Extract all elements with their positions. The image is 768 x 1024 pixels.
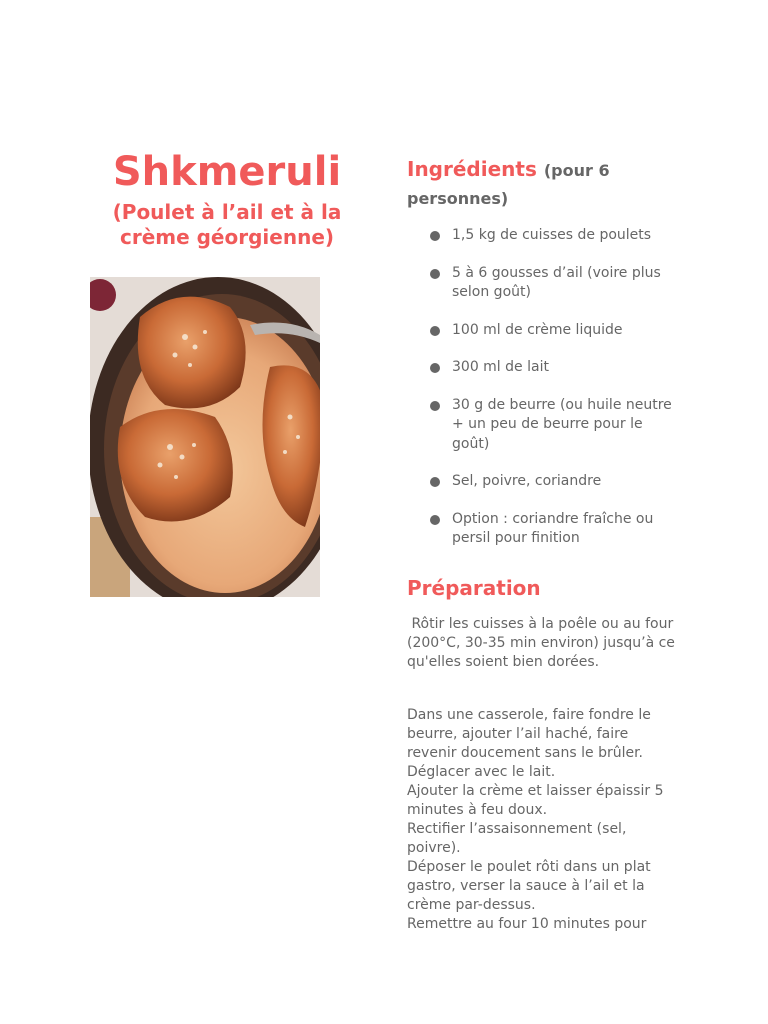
ingredient-text: Option : coriandre fraîche ou persil pour finition [452, 510, 654, 546]
ingredient-item [407, 358, 682, 378]
recipe-subtitle: (Poulet à l’ail et à la crème géorgienne) [112, 200, 342, 249]
bullet-icon [430, 401, 440, 411]
ingredient-item [407, 510, 682, 549]
bullet-icon [430, 363, 440, 373]
bullet-icon [430, 515, 440, 525]
bullet-icon [430, 231, 440, 241]
ingredient-text: 100 ml de crème liquide [452, 321, 623, 338]
ingredient-item [407, 472, 682, 492]
recipe-title: Shkmeruli [112, 149, 342, 195]
ingredient-text: Sel, poivre, coriandre [452, 473, 602, 489]
ingredient-text: 1,5 kg de cuisses de poulets [452, 227, 652, 243]
ingredient-item [407, 396, 682, 455]
ingredients-heading-label: Ingrédients [407, 157, 537, 181]
ingredient-item [407, 226, 682, 246]
ingredient-item [407, 321, 682, 341]
bullet-icon [430, 326, 440, 336]
preparation-paragraph: Rôtir les cuisses à la poêle ou au four (200°C, 30-35 min environ) jusqu’à ce qu'elles soient bien dorées. [407, 615, 680, 670]
preparation-heading: Préparation [407, 575, 541, 600]
ingredients-heading [407, 156, 682, 212]
content-column [407, 156, 682, 934]
ingredient-text: 5 à 6 gousses d’ail (voire plus selon goût) [452, 264, 661, 300]
preparation-paragraph: Dans une casserole, faire fondre le beurre, ajouter l’ail haché, faire revenir doucement sans le brûler. Déglacer avec le lait. Ajouter la crème et laisser épaissir 5 minutes à feu doux. Rectifier l’assaisonnement (sel, poivre). Déposer le poulet rôti dans un plat gastro, verser la sauce à l’ail et la crème par-dessus. Remettre au four 10 minutes pour [407, 706, 664, 932]
ingredient-item [407, 264, 682, 303]
servings-note: (pour 6 personnes) [407, 161, 610, 208]
ingredient-list [407, 226, 682, 549]
ingredient-text: 300 ml de lait [452, 359, 549, 375]
dish-photo [90, 277, 320, 597]
bullet-icon [430, 477, 440, 487]
title-block [90, 148, 364, 250]
bullet-icon [430, 269, 440, 279]
ingredient-text: 30 g de beurre (ou huile neutre + un peu de beurre pour le goût) [452, 396, 672, 452]
